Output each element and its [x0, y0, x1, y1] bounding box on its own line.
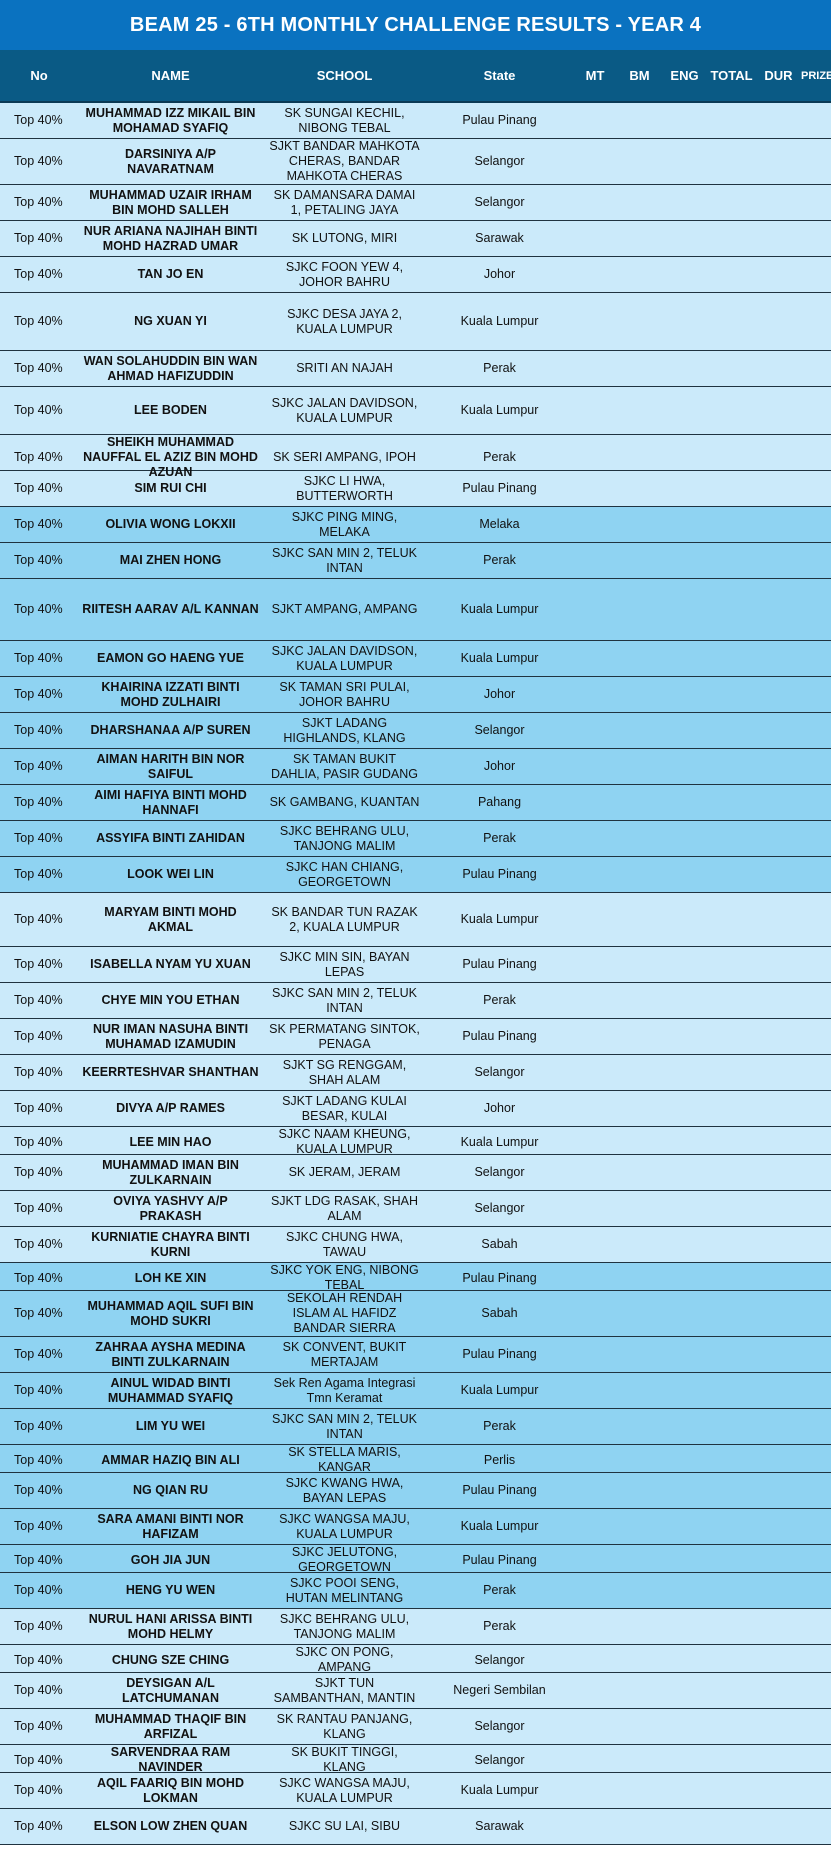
row-no: Top 40%: [14, 553, 63, 567]
student-name: AQIL FAARIQ BIN MOHD LOKMAN: [97, 1775, 244, 1805]
state-name: Kuala Lumpur: [460, 912, 539, 926]
row-no: Top 40%: [14, 1165, 63, 1179]
table-row: [0, 1573, 831, 1609]
school-name: SK BANDAR TUN RAZAK 2, KUALA LUMPUR: [271, 904, 418, 934]
school-name: SJKC MIN SIN, BAYAN LEPAS: [279, 949, 410, 979]
row-no: Top 40%: [14, 1419, 63, 1433]
school-name: SJKC SAN MIN 2, TELUK INTAN: [272, 985, 417, 1015]
school-name: SJKC LI HWA, BUTTERWORTH: [296, 473, 393, 503]
state-name: Sabah: [481, 1237, 518, 1251]
student-name: SIM RUI CHI: [134, 481, 207, 495]
table-row: [0, 1709, 831, 1745]
school-name: SJKT LDG RASAK, SHAH ALAM: [270, 1193, 419, 1223]
table-header: [0, 50, 831, 103]
school-name: SK LUTONG, MIRI: [291, 231, 398, 245]
school-name: SJKC HAN CHIANG, GEORGETOWN: [285, 859, 404, 889]
table-row: [0, 1263, 831, 1291]
row-no: Top 40%: [14, 651, 63, 665]
header-prize: PRIZE: [801, 69, 833, 82]
student-name: MARYAM BINTI MOHD AKMAL: [104, 904, 237, 934]
state-name: Kuala Lumpur: [460, 651, 539, 665]
row-no: Top 40%: [14, 517, 63, 531]
row-no: Top 40%: [14, 1383, 63, 1397]
state-name: Kuala Lumpur: [460, 1383, 539, 1397]
table-row: [0, 1473, 831, 1509]
state-name: Perak: [483, 1583, 516, 1597]
row-no: Top 40%: [14, 1029, 63, 1043]
table-row: [0, 435, 831, 479]
student-name: RIITESH AARAV A/L KANNAN: [82, 602, 259, 616]
student-name: DIVYA A/P RAMES: [116, 1101, 225, 1115]
student-name: MUHAMMAD IZZ MIKAIL BIN MOHAMAD SYAFIQ: [85, 105, 256, 135]
table-row: [0, 507, 831, 543]
state-name: Johor: [483, 267, 516, 281]
student-name: HENG YU WEN: [125, 1583, 216, 1597]
header-no: No: [30, 68, 48, 83]
student-name: NG XUAN YI: [134, 314, 207, 328]
row-no: Top 40%: [14, 1552, 63, 1567]
student-name: WAN SOLAHUDDIN BIN WAN AHMAD HAFIZUDDIN: [83, 353, 258, 383]
student-name: MUHAMMAD AQIL SUFI BIN MOHD SUKRI: [87, 1298, 254, 1328]
student-name: LOH KE XIN: [134, 1270, 207, 1285]
table-row: [0, 1673, 831, 1709]
state-name: Pulau Pinang: [462, 867, 537, 881]
state-name: Kuala Lumpur: [460, 1783, 539, 1797]
row-no: Top 40%: [14, 1819, 63, 1833]
school-name: SJKC ON PONG, AMPANG: [295, 1645, 394, 1674]
row-no: Top 40%: [14, 1452, 63, 1467]
student-name: AIMAN HARITH BIN NOR SAIFUL: [96, 751, 245, 781]
student-name: LIM YU WEI: [135, 1419, 206, 1433]
state-name: Perak: [483, 831, 516, 845]
table-row: [0, 1645, 831, 1673]
school-name: SJKC FOON YEW 4, JOHOR BAHRU: [285, 259, 404, 289]
student-name: OLIVIA WONG LOKXII: [105, 517, 236, 531]
state-name: Melaka: [479, 517, 520, 531]
row-no: Top 40%: [14, 723, 63, 737]
state-name: Sarawak: [475, 1819, 524, 1833]
row-no: Top 40%: [14, 314, 63, 328]
student-name: KHAIRINA IZZATI BINTI MOHD ZULHAIRI: [101, 679, 240, 709]
school-name: SK SUNGAI KECHIL, NIBONG TEBAL: [284, 105, 405, 135]
state-name: Selangor: [474, 1719, 525, 1733]
row-no: Top 40%: [14, 195, 63, 209]
student-name: MUHAMMAD THAQIF BIN ARFIZAL: [94, 1711, 247, 1741]
state-name: Perak: [483, 1619, 516, 1633]
row-no: Top 40%: [14, 450, 63, 464]
header-bm: BM: [629, 68, 650, 83]
school-name: SJKC POOI SENG, HUTAN MELINTANG: [285, 1575, 404, 1605]
school-name: SJKC PING MING, MELAKA: [291, 509, 398, 539]
state-name: Perlis: [483, 1452, 516, 1467]
row-no: Top 40%: [14, 1683, 63, 1697]
row-no: Top 40%: [14, 113, 63, 127]
school-name: SEKOLAH RENDAH ISLAM AL HAFIDZ BANDAR SIERRA: [286, 1291, 403, 1335]
row-no: Top 40%: [14, 154, 63, 168]
state-name: Pulau Pinang: [462, 1483, 537, 1497]
student-name: MUHAMMAD IMAN BIN ZULKARNAIN: [102, 1157, 239, 1187]
row-no: Top 40%: [14, 361, 63, 375]
table-row: [0, 713, 831, 749]
state-name: Negeri Sembilan: [453, 1683, 546, 1697]
state-name: Kuala Lumpur: [460, 1519, 539, 1533]
table-row: [0, 543, 831, 579]
row-no: Top 40%: [14, 1519, 63, 1533]
school-name: SJKC SAN MIN 2, TELUK INTAN: [272, 545, 417, 575]
table-row: [0, 1055, 831, 1091]
row-no: Top 40%: [14, 1101, 63, 1115]
school-name: SRITI AN NAJAH: [296, 361, 393, 375]
school-name: SJKC NAAM KHEUNG, KUALA LUMPUR: [278, 1127, 411, 1156]
row-no: Top 40%: [14, 1783, 63, 1797]
row-no: Top 40%: [14, 759, 63, 773]
student-name: DARSINIYA A/P NAVARATNAM: [125, 146, 216, 176]
school-name: SJKC SAN MIN 2, TELUK INTAN: [272, 1411, 417, 1441]
student-name: TAN JO EN: [137, 267, 204, 281]
school-name: SJKC KWANG HWA, BAYAN LEPAS: [285, 1475, 404, 1505]
table-row: [0, 1191, 831, 1227]
student-name: EAMON GO HAENG YUE: [96, 651, 244, 665]
state-name: Perak: [483, 553, 516, 567]
student-name: AMMAR HAZIQ BIN ALI: [101, 1452, 240, 1467]
row-no: Top 40%: [14, 403, 63, 417]
row-no: Top 40%: [14, 1201, 63, 1215]
school-name: SJKT SG RENGGAM, SHAH ALAM: [282, 1057, 407, 1087]
state-name: Perak: [483, 361, 516, 375]
table-row: [0, 1291, 831, 1337]
school-name: SJKT BANDAR MAHKOTA CHERAS, BANDAR MAHKOTA CHERAS: [269, 139, 420, 183]
school-name: SK JERAM, JERAM: [288, 1165, 401, 1179]
state-name: Pahang: [477, 795, 522, 809]
table-row: [0, 1809, 831, 1845]
student-name: NG QIAN RU: [133, 1483, 208, 1497]
school-name: Sek Ren Agama Integrasi Tmn Keramat: [273, 1375, 416, 1405]
school-name: SJKT AMPANG, AMPANG: [271, 602, 418, 616]
table-row: [0, 1227, 831, 1263]
school-name: SJKC BEHRANG ULU, TANJONG MALIM: [279, 1611, 410, 1641]
state-name: Selangor: [474, 195, 525, 209]
school-name: SK STELLA MARIS, KANGAR: [288, 1445, 401, 1474]
table-row: [0, 749, 831, 785]
state-name: Perak: [483, 993, 516, 1007]
school-name: SJKC SU LAI, SIBU: [288, 1819, 401, 1833]
school-name: SJKC CHUNG HWA, TAWAU: [286, 1229, 403, 1259]
table-row: [0, 1155, 831, 1191]
student-name: NURUL HANI ARISSA BINTI MOHD HELMY: [88, 1611, 253, 1641]
state-name: Kuala Lumpur: [460, 403, 539, 417]
state-name: Kuala Lumpur: [460, 314, 539, 328]
state-name: Pulau Pinang: [462, 1347, 537, 1361]
state-name: Johor: [483, 759, 516, 773]
table-row: [0, 1409, 831, 1445]
state-name: Johor: [483, 687, 516, 701]
row-no: Top 40%: [14, 687, 63, 701]
student-name: KURNIATIE CHAYRA BINTI KURNI: [91, 1229, 250, 1259]
row-no: Top 40%: [14, 867, 63, 881]
header-school: SCHOOL: [316, 68, 373, 83]
header-name: NAME: [151, 68, 190, 83]
school-name: SK SERI AMPANG, IPOH: [273, 450, 416, 464]
row-no: Top 40%: [14, 1065, 63, 1079]
state-name: Pulau Pinang: [462, 113, 537, 127]
student-name: MUHAMMAD UZAIR IRHAM BIN MOHD SALLEH: [89, 187, 252, 217]
table-row: [0, 1091, 831, 1127]
table-row: [0, 641, 831, 677]
student-name: DEYSIGAN A/L LATCHUMANAN: [122, 1675, 219, 1705]
row-no: Top 40%: [14, 1270, 63, 1285]
table-row: [0, 947, 831, 983]
state-name: Johor: [483, 1101, 516, 1115]
school-name: SJKC WANGSA MAJU, KUALA LUMPUR: [279, 1511, 410, 1541]
student-name: LEE MIN HAO: [129, 1134, 212, 1149]
table-row: [0, 293, 831, 351]
row-no: Top 40%: [14, 993, 63, 1007]
table-row: [0, 579, 831, 641]
table-row: [0, 785, 831, 821]
school-name: SK RANTAU PANJANG, KLANG: [276, 1711, 413, 1741]
state-name: Pulau Pinang: [462, 957, 537, 971]
state-name: Sarawak: [475, 231, 524, 245]
school-name: SJKC YOK ENG, NIBONG TEBAL: [270, 1263, 419, 1292]
table-row: [0, 983, 831, 1019]
school-name: SJKC JELUTONG, GEORGETOWN: [291, 1545, 398, 1574]
row-no: Top 40%: [14, 267, 63, 281]
row-no: Top 40%: [14, 602, 63, 616]
row-no: Top 40%: [14, 1483, 63, 1497]
school-name: SJKC DESA JAYA 2, KUALA LUMPUR: [287, 306, 402, 336]
row-no: Top 40%: [14, 1347, 63, 1361]
student-name: AIMI HAFIYA BINTI MOHD HANNAFI: [94, 787, 247, 817]
student-name: CHUNG SZE CHING: [111, 1652, 230, 1667]
table-row: [0, 257, 831, 293]
table-row: [0, 677, 831, 713]
student-name: KEERRTESHVAR SHANTHAN: [82, 1065, 259, 1079]
state-name: Pulau Pinang: [462, 481, 537, 495]
student-name: OVIYA YASHVY A/P PRAKASH: [113, 1193, 228, 1223]
table-row: [0, 1019, 831, 1055]
state-name: Selangor: [474, 723, 525, 737]
student-name: LEE BODEN: [134, 403, 207, 417]
state-name: Pulau Pinang: [462, 1270, 537, 1285]
state-name: Selangor: [474, 154, 525, 168]
school-name: SK GAMBANG, KUANTAN: [269, 795, 420, 809]
row-no: Top 40%: [14, 481, 63, 495]
table-row: [0, 1745, 831, 1773]
header-total: TOTAL: [710, 68, 753, 83]
table-row: [0, 857, 831, 893]
state-name: Pulau Pinang: [462, 1029, 537, 1043]
row-no: Top 40%: [14, 831, 63, 845]
state-name: Perak: [483, 1419, 516, 1433]
row-no: Top 40%: [14, 1752, 63, 1767]
table-row: [0, 103, 831, 139]
header-mt: MT: [585, 68, 605, 83]
student-name: ASSYIFA BINTI ZAHIDAN: [96, 831, 245, 845]
school-name: SJKC JALAN DAVIDSON, KUALA LUMPUR: [271, 395, 418, 425]
table-row: [0, 139, 831, 185]
results-table-body: [0, 103, 831, 1845]
table-row: [0, 1373, 831, 1409]
school-name: SK DAMANSARA DAMAI 1, PETALING JAYA: [273, 187, 416, 217]
table-row: [0, 1609, 831, 1645]
state-name: Selangor: [474, 1652, 525, 1667]
state-name: Sabah: [481, 1306, 518, 1320]
table-row: [0, 221, 831, 257]
student-name: CHYE MIN YOU ETHAN: [101, 993, 240, 1007]
school-name: SJKC WANGSA MAJU, KUALA LUMPUR: [279, 1775, 410, 1805]
table-row: [0, 185, 831, 221]
student-name: SHEIKH MUHAMMAD NAUFFAL EL AZIZ BIN MOHD AZUAN: [83, 435, 258, 479]
student-name: NUR ARIANA NAJIHAH BINTI MOHD HAZRAD UMAR: [83, 223, 258, 253]
table-row: [0, 1509, 831, 1545]
school-name: SJKT TUN SAMBANTHAN, MANTIN: [273, 1675, 416, 1705]
school-name: SJKC JALAN DAVIDSON, KUALA LUMPUR: [271, 643, 418, 673]
header-dur: DUR: [764, 68, 793, 83]
school-name: SJKT LADANG KULAI BESAR, KULAI: [282, 1093, 407, 1123]
state-name: Perak: [483, 450, 516, 464]
table-row: [0, 351, 831, 387]
school-name: SK TAMAN BUKIT DAHLIA, PASIR GUDANG: [270, 751, 419, 781]
student-name: LOOK WEI LIN: [127, 867, 214, 881]
school-name: SJKT LADANG HIGHLANDS, KLANG: [283, 715, 406, 745]
student-name: DHARSHANAA A/P SUREN: [90, 723, 251, 737]
student-name: SARA AMANI BINTI NOR HAFIZAM: [97, 1511, 244, 1541]
row-no: Top 40%: [14, 1306, 63, 1320]
student-name: MAI ZHEN HONG: [119, 553, 222, 567]
table-row: [0, 821, 831, 857]
state-name: Selangor: [474, 1752, 525, 1767]
row-no: Top 40%: [14, 1619, 63, 1633]
school-name: SK PERMATANG SINTOK, PENAGA: [269, 1021, 420, 1051]
student-name: ISABELLA NYAM YU XUAN: [90, 957, 251, 971]
student-name: AINUL WIDAD BINTI MUHAMMAD SYAFIQ: [107, 1375, 234, 1405]
student-name: NUR IMAN NASUHA BINTI MUHAMAD IZAMUDIN: [92, 1021, 249, 1051]
student-name: ZAHRAA AYSHA MEDINA BINTI ZULKARNAIN: [95, 1339, 246, 1369]
row-no: Top 40%: [14, 912, 63, 926]
state-name: Kuala Lumpur: [460, 602, 539, 616]
row-no: Top 40%: [14, 231, 63, 245]
school-name: SK TAMAN SRI PULAI, JOHOR BAHRU: [279, 679, 410, 709]
student-name: ELSON LOW ZHEN QUAN: [93, 1819, 248, 1833]
table-row: [0, 1127, 831, 1155]
student-name: GOH JIA JUN: [130, 1552, 211, 1567]
school-name: SK BUKIT TINGGI, KLANG: [291, 1745, 398, 1774]
row-no: Top 40%: [14, 1134, 63, 1149]
table-row: [0, 893, 831, 947]
row-no: Top 40%: [14, 957, 63, 971]
state-name: Pulau Pinang: [462, 1552, 537, 1567]
header-eng: ENG: [670, 68, 699, 83]
table-row: [0, 1545, 831, 1573]
row-no: Top 40%: [14, 1583, 63, 1597]
table-row: [0, 1773, 831, 1809]
table-row: [0, 387, 831, 435]
row-no: Top 40%: [14, 1719, 63, 1733]
row-no: Top 40%: [14, 1237, 63, 1251]
row-no: Top 40%: [14, 1652, 63, 1667]
header-state: State: [483, 68, 516, 83]
student-name: SARVENDRAA RAM NAVINDER: [110, 1745, 231, 1774]
state-name: Selangor: [474, 1065, 525, 1079]
state-name: Selangor: [474, 1201, 525, 1215]
state-name: Selangor: [474, 1165, 525, 1179]
school-name: SK CONVENT, BUKIT MERTAJAM: [282, 1339, 407, 1369]
state-name: Kuala Lumpur: [460, 1134, 539, 1149]
table-row: [0, 1337, 831, 1373]
row-no: Top 40%: [14, 795, 63, 809]
table-row: [0, 1445, 831, 1473]
page-title: BEAM 25 - 6TH MONTHLY CHALLENGE RESULTS - YEAR 4: [0, 0, 831, 50]
school-name: SJKC BEHRANG ULU, TANJONG MALIM: [279, 823, 410, 853]
